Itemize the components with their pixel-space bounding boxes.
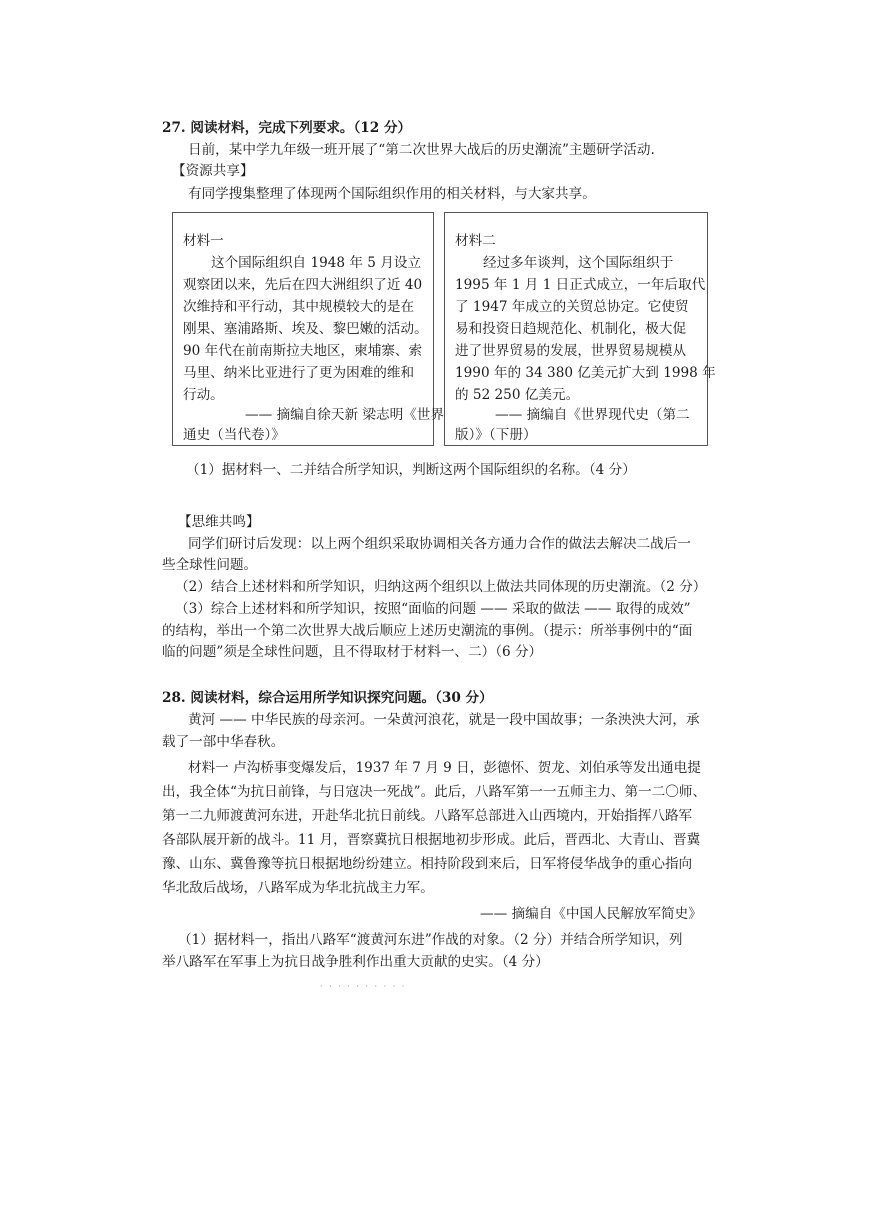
page-footer: · · · · · · · · · · bbox=[320, 982, 407, 991]
material-2-line: 易和投资日趋规范化、机制化，极大促 bbox=[455, 321, 687, 337]
material-1-label: 材料一 bbox=[183, 233, 224, 249]
q28-intro: 载了一部中华春秋。 bbox=[162, 734, 285, 750]
q28-material-1-source: —— 摘编自《中国人民解放军简史》 bbox=[480, 906, 702, 922]
q27-thinking-text: 同学们研讨后发现：以上两个组织采取协调相关各方通力合作的做法去解决二战后一 bbox=[188, 536, 691, 552]
q28-material-1-line: 华北敌后战场，八路军成为华北抗战主力军。 bbox=[162, 880, 434, 896]
material-2-line: 进了世界贸易的发展，世界贸易规模从 bbox=[455, 343, 687, 359]
material-1-line: 马里、纳米比亚进行了更为困难的维和 bbox=[183, 365, 415, 381]
q27-question-3: （3）综合上述材料和所学知识，按照“面临的问题 —— 采取的做法 —— 取得的成效” bbox=[175, 601, 691, 617]
q28-title: 28. 阅读材料，综合运用所学知识探究问题。（30 分） bbox=[162, 690, 493, 706]
q27-section-resource: 【资源共享】 bbox=[172, 163, 254, 179]
material-2-box bbox=[444, 212, 716, 446]
q27-section-thinking: 【思维共鸣】 bbox=[178, 514, 260, 530]
q27-thinking-text: 些全球性问题。 bbox=[162, 557, 258, 573]
q28-material-1-line: 各部队展开新的战斗。11 月，晋察冀抗日根据地初步形成。此后，晋西北、大青山、晋冀 bbox=[162, 832, 701, 848]
material-2-line: 了 1947 年成立的关贸总协定。它使贸 bbox=[455, 299, 689, 315]
material-1-line: 这个国际组织自 1948 年 5 月设立 bbox=[211, 255, 422, 271]
material-2-line: 的 52 250 亿美元。 bbox=[455, 387, 580, 403]
material-2-source: 版）》（下册） bbox=[455, 427, 537, 443]
q27-title: 27. 阅读材料，完成下列要求。（12 分） bbox=[162, 120, 412, 136]
material-2-label: 材料二 bbox=[455, 233, 496, 249]
material-2-line: 经过多年谈判，这个国际组织于 bbox=[483, 255, 674, 271]
q27-intro: 日前，某中学九年级一班开展了“第二次世界大战后的历史潮流”主题研学活动. bbox=[188, 142, 655, 158]
material-1-source: 通史（当代卷）》 bbox=[183, 427, 285, 443]
material-1-line: 观察团以来，先后在四大洲组织了近 40 bbox=[183, 277, 423, 293]
material-2-source: —— 摘编自《世界现代史（第二 bbox=[495, 407, 690, 423]
material-2-line: 1990 年的 34 380 亿美元扩大到 1998 年 bbox=[455, 365, 716, 381]
q28-material-1-line: 豫、山东、冀鲁豫等抗日根据地纷纷建立。相持阶段到来后，日军将侵华战争的重心指向 bbox=[162, 856, 693, 872]
q28-material-1-line: 第一二九师渡黄河东进，开赴华北抗日前线。八路军总部进入山西境内，开始指挥八路军 bbox=[162, 808, 693, 824]
material-2-line: 1995 年 1 月 1 日正式成立，一年后取代 bbox=[455, 277, 706, 293]
material-1-source: —— 摘编自徐天新 梁志明《世界 bbox=[245, 407, 444, 423]
material-1-line: 行动。 bbox=[183, 387, 224, 403]
q27-question-3: 临的问题”须是全球性问题，且不得取材于材料一、二）（6 分） bbox=[162, 644, 543, 660]
q28-question-1: 举八路军在军事上为抗日战争胜利作出重大贡献的史实。（4 分） bbox=[162, 954, 549, 970]
q27-section-resource-text: 有同学搜集整理了体现两个国际组织作用的相关材料，与大家共享。 bbox=[188, 186, 596, 202]
q27-question-3: 的结构，举出一个第二次世界大战后顺应上述历史潮流的事例。（提示：所举事例中的“面 bbox=[162, 623, 693, 639]
q28-question-1: （1）据材料一，指出八路军“渡黄河东进”作战的对象。（2 分）并结合所学知识，列 bbox=[178, 932, 683, 948]
q27-question-1: （1）据材料一、二并结合所学知识，判断这两个国际组织的名称。（4 分） bbox=[186, 462, 636, 478]
material-1-line: 刚果、塞浦路斯、埃及、黎巴嫩的活动。 bbox=[183, 321, 428, 337]
material-1-box bbox=[172, 212, 444, 446]
q27-question-2: （2）结合上述材料和所学知识，归纳这两个组织以上做法共同体现的历史潮流。（2 分） bbox=[175, 579, 707, 595]
q28-intro: 黄河 —— 中华民族的母亲河。一朵黄河浪花，就是一段中国故事；一条泱泱大河，承 bbox=[188, 712, 700, 728]
material-1-line: 90 年代在前南斯拉夫地区，柬埔寨、索 bbox=[183, 343, 423, 359]
q28-material-1-line: 材料一 卢沟桥事变爆发后，1937 年 7 月 9 日，彭德怀、贺龙、刘伯承等发出通电提 bbox=[188, 760, 701, 776]
q28-material-1-line: 出，我全体“为抗日前锋，与日寇决一死战”。此后，八路军第一一五师主力、第一二〇师、 bbox=[162, 784, 707, 800]
material-1-line: 次维持和平行动，其中规模较大的是在 bbox=[183, 299, 415, 315]
